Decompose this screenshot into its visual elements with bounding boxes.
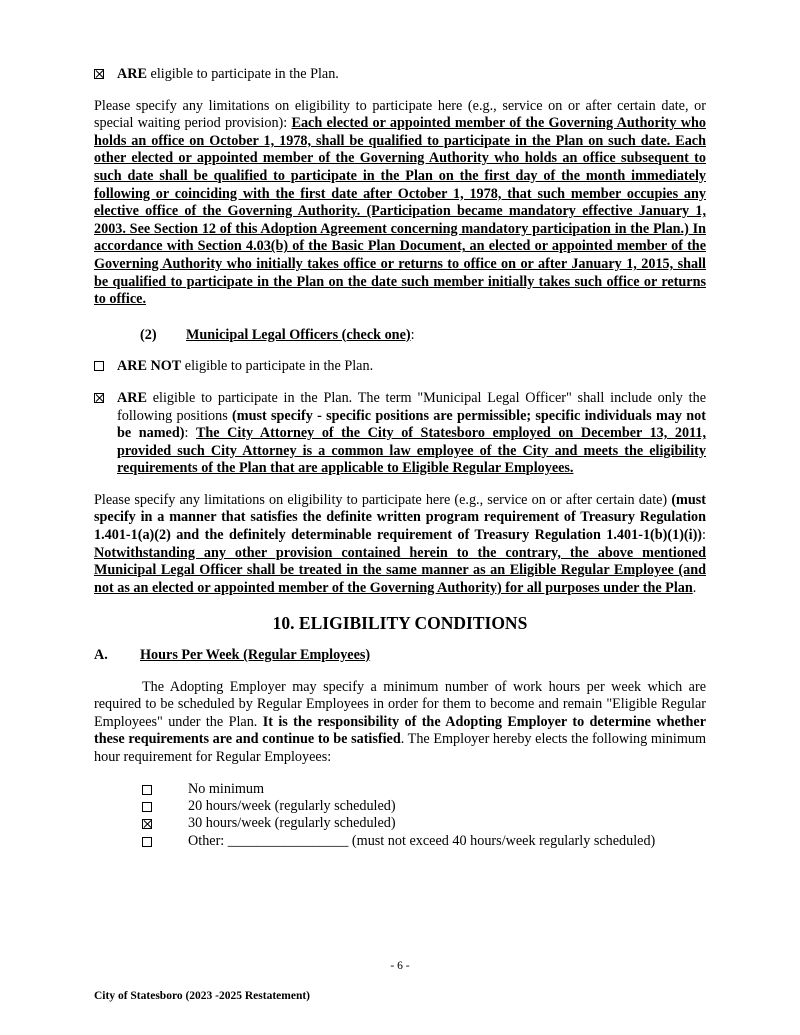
option-are-legal-officer: ARE eligible to participate in the Plan. The term "Municipal Legal Officer" shall include only the following positions (must specify - specific positions are permissible; specific individuals may not be named): The City Attorney of the City of Statesboro employed on December 13, 2011, provided such City Attorney is a common law employee of the City and meets the eligibility requirements of the Plan that are applicable to Eligible Regular Employees. <box>94 390 706 478</box>
eligibility-limitations: Please specify any limitations on eligibility to participate here (e.g., service on or after certain date, or special waiting period provision): Each elected or appointed member of the Governing Authority who holds an office on October 1, 1978, shall be qualified to participate in the Plan on such date. Each other elected or appointed member of the Governing Authority who holds an office subsequent to such date shall be qualified to participate in the Plan on the first day of the month immediately following or coinciding with the first date after October 1, 1978, that such member occupies any elective office of the Governing Authority. (Participation became mandatory effective January 1, 2003. See Section 12 of this Adoption Agreement concerning mandatory participation in the Plan.) In accordance with Section 4.03(b) of the Basic Plan Document, an elected or appointed member of the Governing Authority who initially takes office or returns to office on or after January 1, 2015, shall be qualified to participate in the Plan on the date such member initially takes such office or returns to office. <box>94 97 706 308</box>
section-heading: 10. ELIGIBILITY CONDITIONS <box>272 613 528 634</box>
subsection-a-title: A. Hours Per Week (Regular Employees) <box>94 647 371 664</box>
hours-choices <box>94 781 706 851</box>
checkbox-unchecked-icon[interactable] <box>142 785 152 795</box>
choice-item: 30 hours/week (regularly scheduled) <box>142 815 706 832</box>
subsection-municipal-legal-officers: (2) Municipal Legal Officers (check one): <box>140 326 415 343</box>
checkbox-checked-icon[interactable] <box>94 393 104 403</box>
choice-item: 20 hours/week (regularly scheduled) <box>142 798 706 815</box>
legal-officer-limitations: Please specify any limitations on eligibility to participate here (e.g., service on or after certain date) (must specify in a manner that satisfies the definite written program requirement of Treasury Regulation 1.401-1(a)(2) and the definitely determinable requirement of Treasury Regulation 1.401-1(b)(1)(i)): Notwithstanding any other provision contained herein to the contrary, the above mentioned Municipal Legal Officer shall be treated in the same manner as an Eligible Regular Employee (and not as an elected or appointed member of the Governing Authority) for all purposes under the Plan. <box>94 491 706 596</box>
choice-item: Other: _________________ (must not exceed 40 hours/week regularly scheduled) <box>142 833 706 850</box>
footer-title: City of Statesboro (2023 -2025 Restatement) <box>94 990 311 1002</box>
checkbox-checked-icon[interactable] <box>94 69 104 79</box>
checkbox-unchecked-icon[interactable] <box>142 837 152 847</box>
document-page <box>94 66 706 850</box>
checkbox-unchecked-icon[interactable] <box>94 361 104 371</box>
checkbox-unchecked-icon[interactable] <box>142 802 152 812</box>
option-are-not: ARE NOT eligible to participate in the Plan. <box>94 358 706 376</box>
checkbox-checked-icon[interactable] <box>142 819 152 829</box>
page-number: - 6 - <box>390 960 410 972</box>
choice-item: No minimum <box>142 781 706 798</box>
hours-paragraph: The Adopting Employer may specify a minimum number of work hours per week which are required to be scheduled by Regular Employees in order for them to become and remain "Eligible Regular Employees" under the Plan. It is the responsibility of the Adopting Employer to determine whether these requirements are and continue to be satisfied. The Employer hereby elects the following minimum hour requirement for Regular Employees: <box>94 678 706 765</box>
option-are-elected: ARE eligible to participate in the Plan. <box>94 66 706 84</box>
